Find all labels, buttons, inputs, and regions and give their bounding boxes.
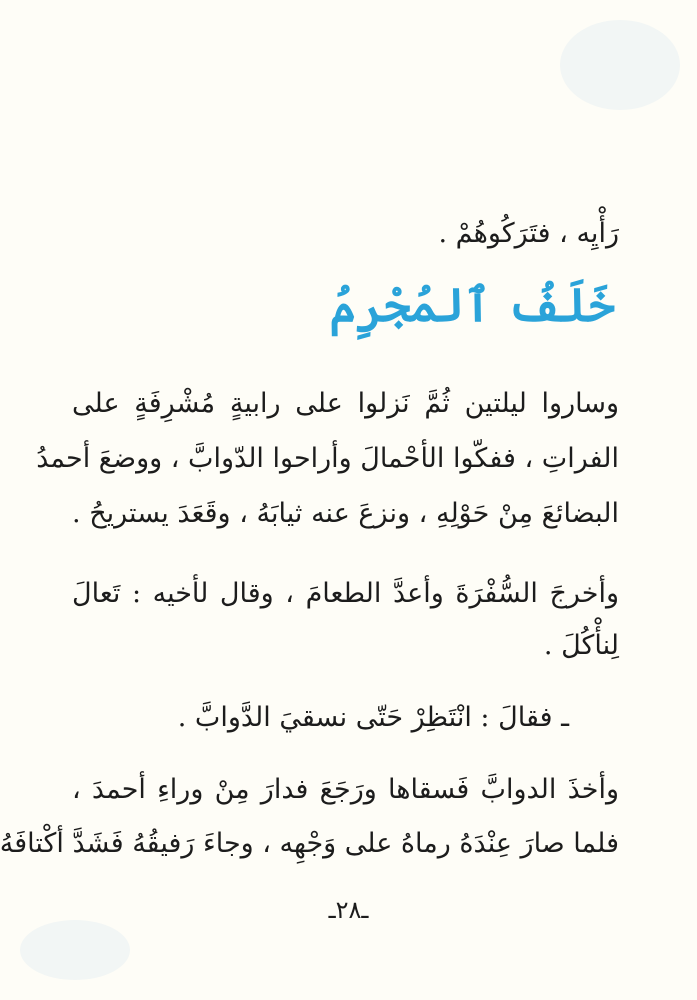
text-line-3: الفراتِ ، ففكّوا الأحْمالَ وأراحوا الدّوابَّ ، ووضعَ أحمدُ xyxy=(36,443,619,474)
page-number: ـ٢٨ـ xyxy=(328,896,369,924)
text-line-9: فلما صارَ عِنْدَهُ رماهُ على وَجْهِه ، وجاءَ رَفيقُهُ فَشَدَّ أكْتافَهُ xyxy=(0,828,619,859)
text-line-2: وساروا ليلتين ثُمَّ نَزلوا على رابيةٍ مُشْرِفَةٍ على xyxy=(72,388,619,419)
text-line-4: البضائعَ مِنْ حَوْلِهِ ، ونزعَ عنه ثيابَهُ ، وقَعَدَ يستريحُ . xyxy=(72,498,619,529)
text-line-5: وأخرجَ السُّفْرَةَ وأعدَّ الطعامَ ، وقال لأخيه : تَعالَ xyxy=(72,578,619,609)
chapter-heading: خَلَفُ ٱلمُجْرِمُ xyxy=(329,278,615,332)
text-line-8: وأخذَ الدوابَّ فَسقاها ورَجَعَ فدارَ مِنْ وراءِ أحمدَ ، xyxy=(72,774,619,805)
page-stain xyxy=(560,20,680,110)
page-stain xyxy=(20,920,130,980)
text-line-1: رَأْيِه ، فتَرَكُوهُمْ . xyxy=(438,218,619,249)
text-line-7: ـ فقالَ : انْتَظِرْ حَتّى نسقيَ الدَّوابَّ . xyxy=(177,702,569,733)
text-line-6: لِنأْكُلَ . xyxy=(543,630,619,661)
